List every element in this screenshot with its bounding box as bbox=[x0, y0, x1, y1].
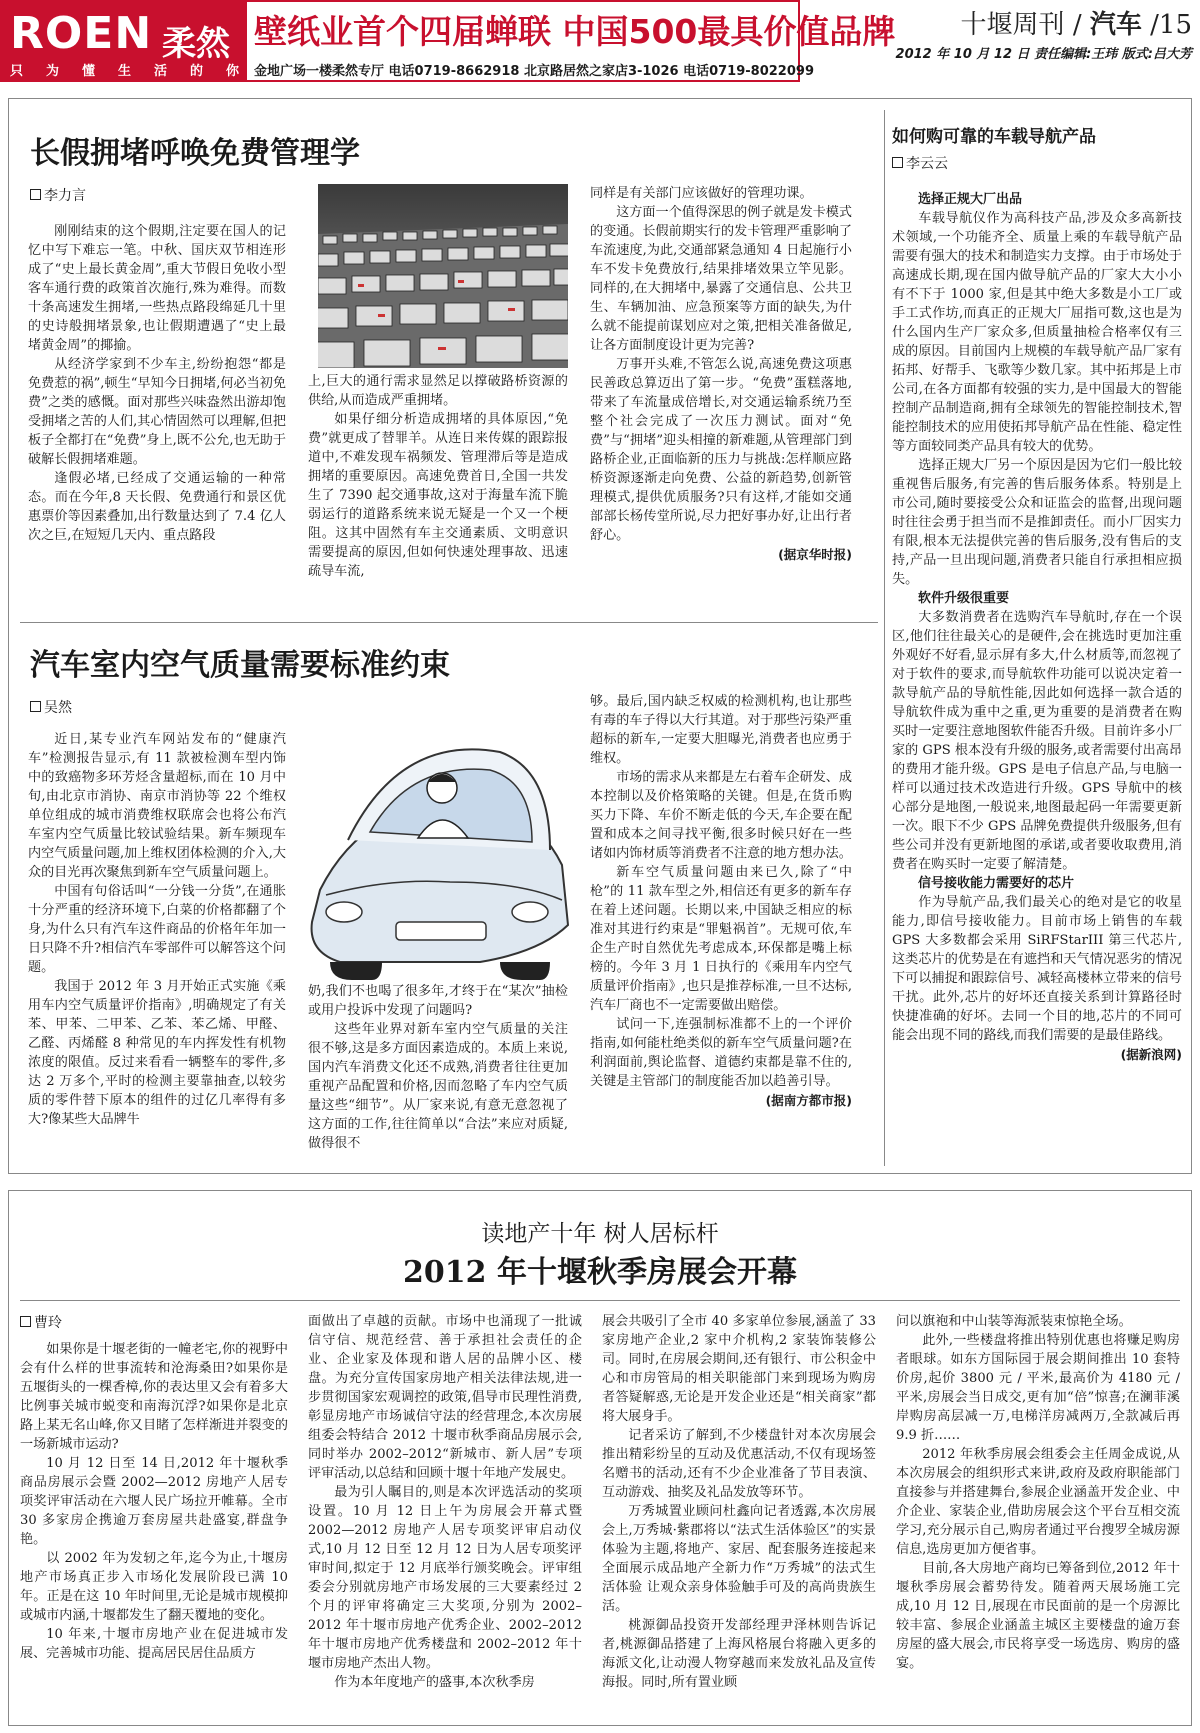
paragraph: 大多数消费者在选购汽车导航时,存在一个误区,他们往往最关心的是硬件,会在挑选时更加注重外观好不好看,显示屏有多大,什么材质等,而忽视了对于软件的要求,而导航软件功能可以说决定着一款导航产品的导航性能,因此如何选择一款合适的导航软件成为重中之重,更为重要的是消费者在购买时一定要注意地图软件能否升级。目前许多小厂家的 GPS 根本没有升级的服务,或者需要付出高昂的费用才能升级。GPS 是电子信息产品,与电脑一样可以通过技术改造进行升级。GPS 导航中的核心部分是地图,一般说来,地图最起码一年需要更新一次。眼下不少 GPS 品牌免费提供升级服务,但有些公司并没有更新地图的承诺,或者要收取费用,消费者在购买时一定要了解清楚。 bbox=[892, 610, 1182, 872]
paragraph: 这些年业界对新车室内空气质量的关注很不够,这是多方面因素造成的。本质上来说,国内汽车消费文化还不成熟,消费者往往更加重视产品配置和价格,因而忽略了车内空气质量这些“细节”。从厂家来说,有意无意忽视了这方面的工作,往往简单以“合法”来应对质疑,做得很不 bbox=[308, 1022, 568, 1151]
paragraph: 上,巨大的通行需求显然足以撑破路桥资源的供给,从而造成严重拥堵。 bbox=[308, 374, 568, 408]
paragraph: 最为引人瞩目的,则是本次评选活动的奖项设置。10 月 12 日上午为房展会开幕式暨 2002—2012 房地产人居专项奖评审启动仪式,10 月 12 日至 12 月 12 日为人居专项奖评审时间,拟定于 12 月底举行颁奖晚会。评审组委会分别就房地产市场发展的三大要素经过 2 个月的评审将确定三大奖项,分别为 2002–2012 年十堰市房地产优秀企业、2002–2012 年十堰市房地产优秀楼盘和 2002–2012 年十堰市房地产杰出人物。 bbox=[308, 1485, 582, 1671]
paragraph: 问以旗袍和中山装等海派装束惊艳全场。 bbox=[896, 1314, 1132, 1329]
paragraph: 选择正规大厂另一个原因是因为它们一般比较重视售后服务,有完善的售后服务体系。特别是上市公司,随时要接受公众和证监会的监督,出现问题时往往会勇于担当而不是推卸责任。而小厂因实力有限,根本无法提供完善的售后服务,没有售后的支持,产品一旦出现问题,消费者只能自行承担相应损失。 bbox=[892, 458, 1182, 587]
paragraph: 记者采访了解到,不少楼盘针对本次房展会推出精彩纷呈的互动及优惠活动,不仅有现场签名赠书的活动,还有不少企业准备了节目表演、互动游戏、抽奖及礼品发放等环节。 bbox=[602, 1428, 876, 1500]
subheading: 信号接收能力需要好的芯片 bbox=[918, 876, 1075, 891]
sidebar-column bbox=[892, 190, 1182, 1160]
paragraph: 刚刚结束的这个假期,注定要在国人的记忆中写下难忘一笔。中秋、国庆双节相连形成了“史上最长黄金周”,重大节假日免收小型客车通行费的政策首次施行,殊为难得。而数十条高速发生拥堵,一些热点路段绵延几十里的史诗般拥堵景象,也让假期遭遇了“史上最堵黄金周”的揶揄。 bbox=[28, 224, 286, 353]
article-column bbox=[896, 1312, 1180, 1720]
article-column bbox=[28, 730, 286, 1158]
byline: 李力言 bbox=[30, 185, 86, 205]
paper-name: 十堰周刊 bbox=[960, 10, 1065, 40]
article-column bbox=[602, 1312, 876, 1720]
byline: 曹玲 bbox=[20, 1312, 62, 1332]
article-source: (据南方都市报) bbox=[765, 1093, 852, 1108]
paragraph: 这方面一个值得深思的例子就是发卡模式的变通。长假前期实行的发卡管理严重影响了车流速度,为此,交通部紧急通知 4 日起施行小车不发卡免费放行,结果排堵效果立竿见影。同样的,在大拥堵中,暴露了交通信息、公共卫生、车辆加油、应急预案等方面的缺失,为什么就不能提前谋划应对之策,把相关准备做足,让各方面制度设计更为完善? bbox=[590, 205, 852, 353]
column-divider bbox=[884, 110, 885, 1166]
paragraph: 展会共吸引了全市 40 多家单位参展,涵盖了 33 家房地产企业,2 家中介机构,2 家装饰装修公司。同时,在房展会期间,还有银行、市公积金中心和市房管局的相关职能部门来到现场为购房者答疑解惑,无论是开发企业还是“相关商家”都将大展身手。 bbox=[602, 1314, 876, 1424]
article-source: (据新浪网) bbox=[1120, 1047, 1182, 1062]
masthead bbox=[896, 4, 1192, 62]
subheading: 软件升级很重要 bbox=[918, 591, 1010, 606]
brand-logo bbox=[2, 2, 263, 80]
masthead-title bbox=[896, 4, 1192, 41]
paragraph: 近日,某专业汽车网站发布的“健康汽车”检测报告显示,有 11 款被检测车型内饰中的致癌物多环芳烃含量超标,而在 10 月中旬,由北京市消协、南京市消协等 22 个维权单位组成的城市消费维权联席会也将公布汽车室内空气质量比较试验结果。新车频现车内空气质量问题,加上维权团体检测的介入,大众的目光再次聚焦到新车空气质量问题上。 bbox=[28, 732, 286, 880]
masthead-separator: / bbox=[1141, 10, 1159, 40]
paragraph: 新车空气质量问题由来已久,除了“中枪”的 11 款车型之外,相信还有更多的新车存在着上述问题。长期以来,中国缺乏相应的标准对其进行约束是“罪魁祸首”。无规可依,车企生产时自然优先考虑成本,环保都是嘴上标榜的。今年 3 月 1 日执行的《乘用车内空气质量评价指南》,也只是推荐标准,一旦不达标,汽车厂商也不一定需要做出赔偿。 bbox=[590, 865, 852, 1013]
article-column bbox=[590, 692, 852, 1158]
article-column bbox=[590, 184, 852, 594]
article-title: 长假拥堵呼唤免费管理学 bbox=[30, 136, 360, 171]
paragraph: 逢假必堵,已经成了交通运输的一种常态。而在今年,8 天长假、免费通行和景区优惠票价等因素叠加,出行数量达到了 7.4 亿人次之巨,在短短几天内、重点路段 bbox=[28, 471, 286, 543]
section-name: 汽车 bbox=[1089, 10, 1142, 40]
article-title: 2012 年十堰秋季房展会开幕 bbox=[403, 1255, 797, 1290]
paragraph: 作为本年度地产的盛事,本次秋季房 bbox=[334, 1675, 535, 1690]
paragraph: 车载导航仪作为高科技产品,涉及众多高新技术领域,一个功能齐全、质量上乘的车载导航产品需要有强大的技术和制造实力支撑。由于市场处于高速成长期,现在国内做导航产品的厂家大大小小有不下于 1000 家,但是其中绝大多数是小工厂或手工式作坊,而真正的正规大厂屈指可数,这也是为什么国内生产厂家众多,但质量抽检合格率仅有三成的原因。目前国内上规模的车载导航产品厂家有拓邦、好帮手、飞歌等少数几家。其中拓邦是上市公司,在各方面都有较强的实力,是中国最大的智能控制产品制造商,拥有全球领先的智能控制技术,智能控制技术的应用使拓邦导航产品在性能、稳定性等方面较同类产品具有较大的优势。 bbox=[892, 211, 1182, 454]
paragraph: 桃源御品投资开发部经理尹泽林则告诉记者,桃源御品搭建了上海风格展台将融入更多的海派文化,让动漫人物穿越而来发放礼品及宣传海报。同时,所有置业顾 bbox=[602, 1618, 876, 1690]
article-column bbox=[28, 222, 286, 592]
paragraph: 从经济学家到不少车主,纷纷抱怨“都是免费惹的祸”,顿生“早知今日拥堵,何必当初免费”之类的感慨。面对那些兴味盎然出游却饱受拥堵之苦的人们,其心情固然可以理解,但把板子全都打在“免费”身上,既不公允,也无助于破解长假拥堵难题。 bbox=[28, 357, 286, 467]
article-divider bbox=[20, 622, 878, 623]
header-advertisement bbox=[0, 0, 896, 82]
paragraph: 我国于 2012 年 3 月开始正式实施《乘用车内空气质量评价指南》,明确规定了有关苯、甲苯、二甲苯、乙苯、苯乙烯、甲醛、乙醛、丙烯醛 8 种常见的车内挥发性有机物浓度的限值。反过来看看一辆整车的零件,多达 2 万多个,平时的检测主要靠抽查,以较劣质的零件替下原本的组件的过亿几率得有多大?像某些大品牌牛 bbox=[28, 979, 286, 1127]
article-column bbox=[308, 982, 568, 1158]
paragraph: 目前,各大房地产商均已筹备到位,2012 年十堰秋季房展会蓄势待发。随着两天展场施工完成,10 月 12 日,展现在市民面前的是一个房源比较丰富、参展企业涵盖主城区主要楼盘的逾万套房屋的盛大展会,市民将享受一场选房、购房的盛宴。 bbox=[896, 1561, 1180, 1671]
issue-info: 2012 年 10 月 12 日 责任编辑:王玮 版式:吕大芳 bbox=[895, 47, 1192, 62]
brand-slogan: 只为懂生活的你 bbox=[10, 64, 263, 79]
paragraph: 2012 年秋季房展会组委会主任周金成说,从本次房展会的组织形式来讲,政府及政府职能部门直接参与并搭建舞台,参展企业涵盖开发企业、中介企业、家装企业,借助房展会这个平台互相交流学习,充分展示自己,购房者通过平台搜罗全城房源信息,选房更加方便省事。 bbox=[896, 1447, 1180, 1557]
title-rule bbox=[20, 1300, 1180, 1301]
article-column bbox=[20, 1340, 288, 1720]
paragraph: 10 年来,十堰市房地产业在促进城市发展、完善城市功能、提高居民居住品质方 bbox=[20, 1627, 288, 1661]
car-illustration bbox=[300, 690, 580, 980]
ad-contacts: 金地广场一楼柔然专厅 电话0719-8662918 北京路居然之家店3-1026 电话0719-8022099 bbox=[254, 64, 814, 79]
paragraph: 如果你是十堰老街的一幢老宅,你的视野中会有什么样的世事流转和沧海桑田?如果你是五堰街头的一棵香樟,你的表达里又会有着多大比例事关城市蜕变和南海沉浮?如果你是北京路上某无名山峰,你又目睹了怎样渐进并裂变的一场新城市运动? bbox=[20, 1342, 288, 1452]
paragraph: 万事开头难,不管怎么说,高速免费这项惠民善政总算迈出了第一步。“免费”蛋糕落地,带来了车流量成倍增长,对交通运输系统乃至整个社会完成了一次压力测试。面对“免费”与“拥堵”迎头相撞的新难题,从管理部门到路桥企业,正面临新的压力与挑战:怎样顺应路桥资源逐渐走向免费、公益的新趋势,创新管理模式,提供优质服务?只有这样,才能如交通部部长杨传堂所说,尽力把好事办好,让出行者舒心。 bbox=[590, 357, 852, 543]
byline: 李云云 bbox=[892, 153, 948, 173]
paragraph: 面做出了卓越的贡献。市场中也涌现了一批诚信守信、规范经营、善于承担社会责任的企业、企业家及体现和谐人居的品牌小区、楼盘。为充分宣传国家房地产相关法律法规,进一步贯彻国家宏观调控的政策,倡导市民理性消费,彰显房地产市场诚信守法的经营理念,本次房展组委会特结合 2012 十堰市秋季商品房展示会,同时举办 2002–2012“新城市、新人居”专项评审活动,以总结和回顾十堰十年地产发展史。 bbox=[308, 1314, 582, 1481]
paragraph: 万秀城置业顾问杜鑫向记者透露,本次房展会上,万秀城·紫郡将以“法式生活体验区”的实景体验为主题,将地产、家居、配套服务连接起来 全面展示成品地产全新力作“万秀城”的法式生活体验 让观众亲身体验触手可及的高尚贵族生活。 bbox=[602, 1504, 876, 1614]
traffic-jam-photo bbox=[318, 184, 568, 368]
paragraph: 如果仔细分析造成拥堵的具体原因,“免费”就更成了替罪羊。从连日来传媒的跟踪报道中,不难发现车祸频发、管理滞后等是造成拥堵的重要原因。高速免费首日,全国一共发生了 7390 起交通事故,这对于海量车流下脆弱运行的道路系统来说无疑是一个又一个梗阻。这其中固然有车主交通素质、文明意识需要提高的原因,但如何快速处理事故、迅速疏导车流, bbox=[308, 412, 568, 579]
article-column bbox=[308, 372, 568, 594]
paragraph: 试问一下,连强制标准都不上的一个评价指南,如何能杜绝类似的新车空气质量问题?在利润面前,舆论监督、道德约束都是靠不住的,关键是主管部门的制度能否加以趋善引导。 bbox=[590, 1017, 852, 1089]
brand-name-cn: 柔然 bbox=[162, 24, 230, 64]
paragraph: 够。最后,国内缺乏权威的检测机构,也让那些有毒的车子得以大行其道。对于那些污染严重超标的新车,一定要大胆曝光,消费者也应勇于维权。 bbox=[590, 694, 852, 766]
subheading: 选择正规大厂出品 bbox=[918, 192, 1023, 207]
page-number: 15 bbox=[1158, 10, 1192, 40]
paragraph: 以 2002 年为发轫之年,迄今为止,十堰房地产市场真正步入市场化发展阶段已满 10 年。正是在这 10 年时间里,无论是城市规模抑或城市内涵,十堰都发生了翻天覆地的变化。 bbox=[20, 1551, 288, 1623]
sidebar-title: 如何购可靠的车载导航产品 bbox=[892, 127, 1096, 147]
ad-headline: 壁纸业首个四届蝉联 中国500最具价值品牌 bbox=[254, 12, 896, 51]
paragraph: 市场的需求从来都是左右着车企研发、成本控制以及价格策略的关键。但是,在货币购买力下降、车价不断走低的今天,车企要在配置和成本之间寻找平衡,很多时候只好在一些诸如内饰材质等消费者不注意的地方想办法。 bbox=[590, 770, 852, 861]
brand-name: ROEN bbox=[10, 8, 153, 59]
byline: 吴然 bbox=[30, 697, 72, 717]
paragraph: 奶,我们不也喝了很多年,才终于在“某次”抽检或用户投诉中发现了问题吗? bbox=[308, 984, 568, 1018]
article-kicker: 读地产十年 树人居标杆 bbox=[481, 1221, 719, 1247]
article-column bbox=[308, 1312, 582, 1720]
paragraph: 中国有句俗话叫“一分钱一分货”,在通胀十分严重的经济环境下,白菜的价格都翻了个身,为什么只有汽车这件商品的价格年年加一日只降不升?相信汽车零部件可以解答这个问题。 bbox=[28, 884, 286, 975]
paragraph: 同样是有关部门应该做好的管理功课。 bbox=[590, 186, 813, 201]
paragraph: 作为导航产品,我们最关心的绝对是它的收星能力,即信号接收能力。目前市场上销售的车载 GPS 大多数都会采用 SiRFStarIII 第三代芯片,这类芯片的优势是在有遮挡和天气情况恶劣的情况下可以捕捉和跟踪信号、减轻高楼林立带来的信号干扰。此外,芯片的好坏还直接关系到计算路径时快捷准确的好坏。去同一个目的地,芯片的不同可能会出现不同的路线,而我们需要的是最佳路线。 bbox=[892, 895, 1182, 1043]
masthead-separator: / bbox=[1064, 10, 1090, 40]
paragraph: 10 月 12 日至 14 日,2012 年十堰秋季商品房展示会暨 2002—2012 房地产人居专项奖评审活动在六堰人民广场拉开帷幕。全市 30 多家房企携逾万套房屋共赴盛宴,群盘争艳。 bbox=[20, 1456, 288, 1547]
paragraph: 此外,一些楼盘将推出特别优惠也将赚足购房者眼球。如东方国际园于展会期间推出 10 套特价房,起价 3800 元 / 平米,最高价为 4180 元 / 平米,房展会当日成交,更有加“倍”惊喜;在澜菲溪岸购房高层减一万,电梯洋房减两万,全款减后再 9.9 折…… bbox=[896, 1333, 1180, 1443]
article-source: (据京华时报) bbox=[778, 547, 852, 562]
article-title: 汽车室内空气质量需要标准约束 bbox=[30, 648, 450, 683]
